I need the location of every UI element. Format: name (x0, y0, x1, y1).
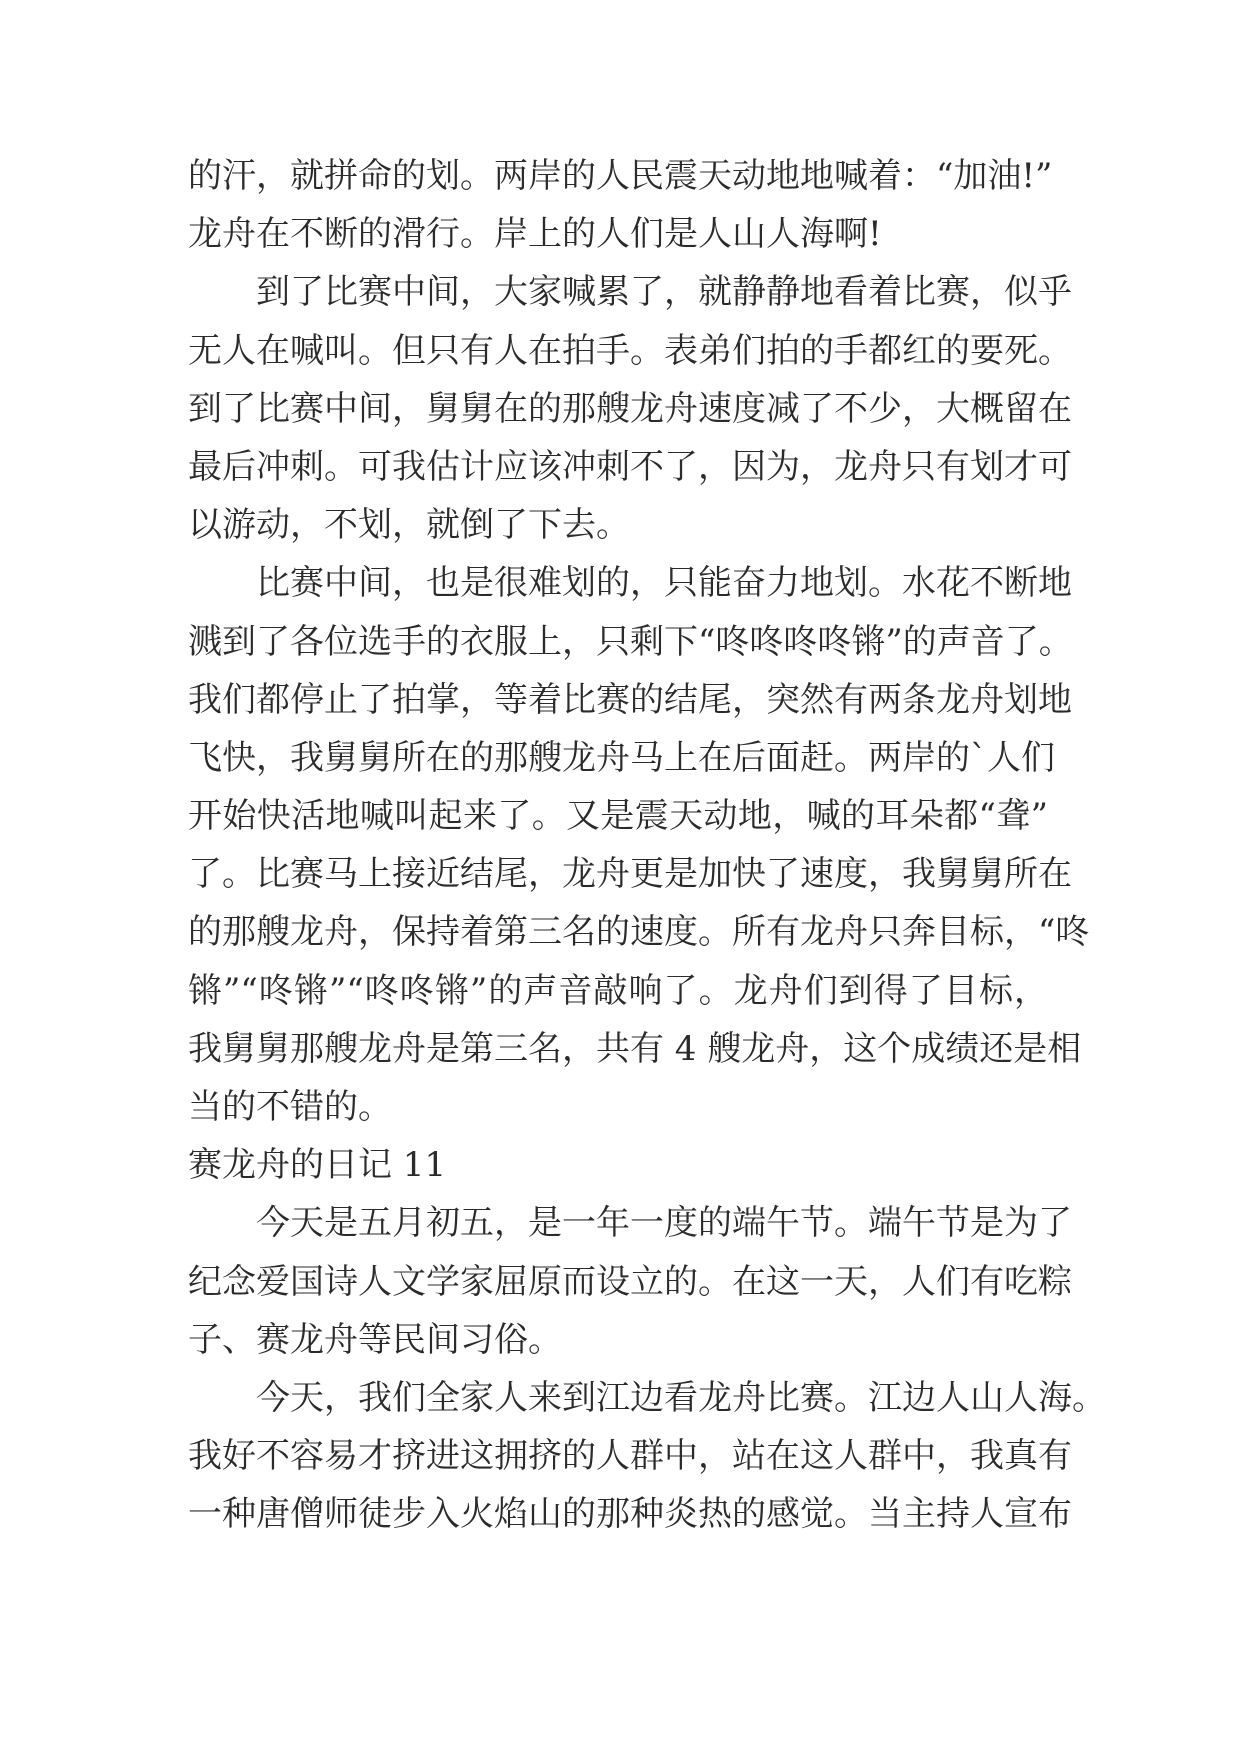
paragraph-start-line: 到了比赛中间，大家喊累了，就静静地看着比赛，似乎 (256, 272, 1072, 313)
text-line: 龙舟在不断的滑行。岸上的人们是人山人海啊! (188, 214, 882, 255)
text-line: 子、赛龙舟等民间习俗。 (188, 1319, 562, 1360)
text-line: 一种唐僧师徒步入火焰山的那种炎热的感觉。当主持人宣布 (188, 1494, 1072, 1535)
text-line: 以游动，不划，就倒了下去。 (188, 505, 630, 546)
text-line: 我舅舅那艘龙舟是第三名，共有 4 艘龙舟，这个成绩还是相 (188, 1028, 1082, 1069)
text-line: 纪念爱国诗人文学家屈原而设立的。在这一天，人们有吃粽 (188, 1261, 1072, 1302)
text-line: 锵”“咚锵”“咚咚锵”的声音敲响了。龙舟们到得了目标， (188, 970, 1048, 1011)
text-line: 了。比赛马上接近结尾，龙舟更是加快了速度，我舅舅所在 (188, 854, 1072, 895)
text-line: 当的不错的。 (188, 1087, 392, 1127)
text-line: 开始快活地喊叫起来了。又是震天动地，喊的耳朵都“聋” (188, 796, 1048, 837)
paragraph-start-line: 今天是五月初五，是一年一度的端午节。端午节是为了 (256, 1203, 1072, 1244)
text-line: 我们都停止了拍掌，等着比赛的结尾，突然有两条龙舟划地 (188, 679, 1072, 720)
section-heading: 赛龙舟的日记 11 (188, 1145, 447, 1186)
text-line: 无人在喊叫。但只有人在拍手。表弟们拍的手都红的要死。 (188, 330, 1072, 371)
text-line: 溅到了各位选手的衣服上，只剩下“咚咚咚咚锵”的声音了。 (188, 621, 1073, 662)
paragraph-start-line: 今天，我们全家人来到江边看龙舟比赛。江边人山人海。 (256, 1377, 1106, 1418)
paragraph-start-line: 比赛中间，也是很难划的，只能奋力地划。水花不断地 (256, 563, 1072, 604)
text-line: 的那艘龙舟，保持着第三名的速度。所有龙舟只奔目标，“咚 (188, 912, 1090, 953)
text-line: 我好不容易才挤进这拥挤的人群中，站在这人群中，我真有 (188, 1436, 1072, 1477)
text-line: 最后冲刺。可我估计应该冲刺不了，因为，龙舟只有划才可 (188, 446, 1072, 487)
text-line: 到了比赛中间，舅舅在的那艘龙舟速度减了不少，大概留在 (188, 388, 1072, 429)
document-body (188, 147, 1106, 1544)
text-line: 的汗，就拼命的划。两岸的人民震天动地地喊着：“加油!” (188, 156, 1053, 196)
text-line: 飞快，我舅舅所在的那艘龙舟马上在后面赶。两岸的`人们 (188, 737, 1055, 778)
